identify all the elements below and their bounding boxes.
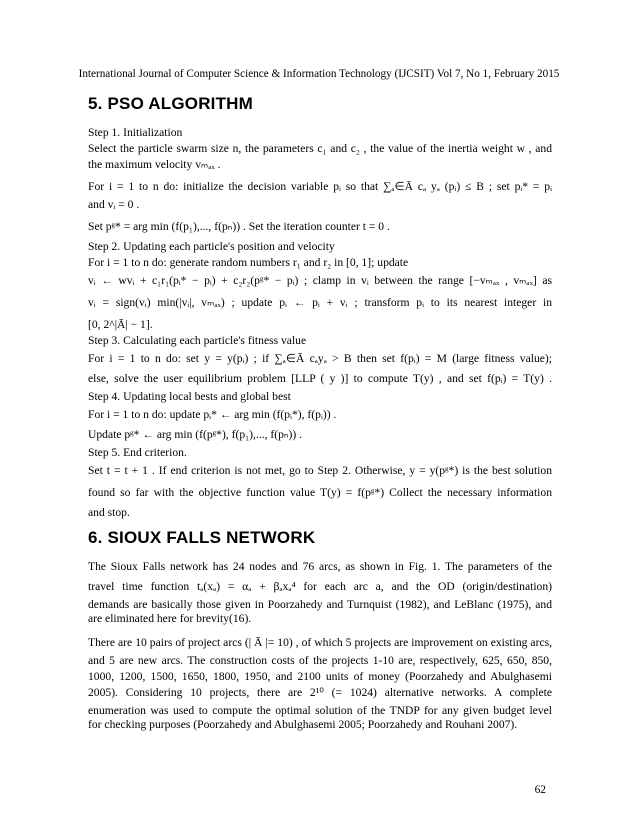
body-line: vᵢ = sign(vᵢ) min(|vᵢ|, vₘₐₓ) ; update pᵢ ← pᵢ + vᵢ ; transform pᵢ to its nearest integer in: [88, 296, 552, 309]
body-line: vᵢ ← wvᵢ + c₁r₁(pᵢ* − pᵢ) + c₂r₂(pᵍ* − pᵢ) ; clamp in vᵢ between the range [−vₘₐₓ , vₘₐₓ] as: [88, 274, 552, 287]
body-line: Step 3. Calculating each particle's fitness value: [88, 334, 307, 347]
body-line: The Sioux Falls network has 24 nodes and 76 arcs, as shown in Fig. 1. The parameters of the: [88, 560, 552, 573]
body-line: 1000, 1200, 1500, 1650, 1800, 1950, and 2100 units of money (Poorzahedy and Abulghasemi: [88, 670, 552, 683]
body-line: [0, 2^|Ā| − 1].: [88, 318, 153, 331]
body-line: For i = 1 to n do: generate random numbers r₁ and r₂ in [0, 1]; update: [88, 256, 409, 269]
body-line: demands are basically those given in Poorzahedy and Turnquist (1982), and LeBlanc (1975), and: [88, 598, 552, 611]
body-line: Step 4. Updating local bests and global best: [88, 390, 291, 403]
body-line: and vᵢ = 0 .: [88, 198, 140, 211]
body-line: enumeration was used to compute the optimal solution of the TNDP for any given budget level: [88, 704, 552, 717]
section-heading-sioux-falls: 6. SIOUX FALLS NETWORK: [88, 528, 316, 547]
body-line: Update pᵍ* ← arg min (f(pᵍ*), f(p₁),..., f(pₙ)) .: [88, 428, 303, 441]
body-line: There are 10 pairs of project arcs (| Ā |= 10) , of which 5 projects are improvement on existing arcs,: [88, 636, 552, 649]
body-line: 2005). Considering 10 projects, there are 2¹⁰ (= 1024) alternative networks. A complete: [88, 686, 552, 699]
body-line: for checking purposes (Poorzahedy and Abulghasemi 2005; Poorzahedy and Rouhani 2007).: [88, 718, 518, 731]
journal-header: International Journal of Computer Science & Information Technology (IJCSIT) Vol 7, No 1, February 2015: [78, 68, 560, 80]
body-line: For i = 1 to n do: update pᵢ* ← arg min (f(pᵢ*), f(pᵢ)) .: [88, 408, 337, 421]
body-line: and 5 are new arcs. The construction costs of the projects 1-10 are, respectively, 625, 650, 850,: [88, 654, 552, 667]
body-line: Set t = t + 1 . If end criterion is not met, go to Step 2. Otherwise, y = y(pᵍ*) is the best solution: [88, 464, 552, 477]
body-line: Select the particle swarm size n, the parameters c₁ and c₂ , the value of the inertia weight w , and: [88, 142, 552, 155]
body-line: Step 5. End criterion.: [88, 446, 187, 459]
body-line: and stop.: [88, 506, 130, 519]
body-line: For i = 1 to n do: set y = y(pᵢ) ; if ∑ₐ∈Ā cₐyₐ > B then set f(pᵢ) = M (large fitness value);: [88, 352, 552, 365]
body-line: Set pᵍ* = arg min (f(p₁),..., f(pₙ)) . Set the iteration counter t = 0 .: [88, 220, 390, 233]
body-line: the maximum velocity vₘₐₓ .: [88, 158, 221, 171]
body-line: found so far with the objective function value T(y) = f(pᵍ*) Collect the necessary information: [88, 486, 552, 499]
body-line: else, solve the user equilibrium problem [LLP ( y )] to compute T(y) , and set f(pᵢ) = T(y) .: [88, 372, 552, 385]
body-line: For i = 1 to n do: initialize the decision variable pᵢ so that ∑ₐ∈Ā cₐ yₐ (pᵢ) ≤ B ; set pᵢ* = pᵢ: [88, 180, 552, 193]
body-line: are eliminated here for brevity(16).: [88, 612, 252, 625]
body-line: Step 2. Updating each particle's position and velocity: [88, 240, 335, 253]
section-heading-pso: 5. PSO ALGORITHM: [88, 94, 254, 113]
page-number: 62: [534, 784, 546, 796]
body-line: Step 1. Initialization: [88, 126, 183, 139]
body-line: travel time function tₐ(xₐ) = αₐ + βₐxₐ⁴ for each arc a, and the OD (origin/destination): [88, 580, 552, 593]
